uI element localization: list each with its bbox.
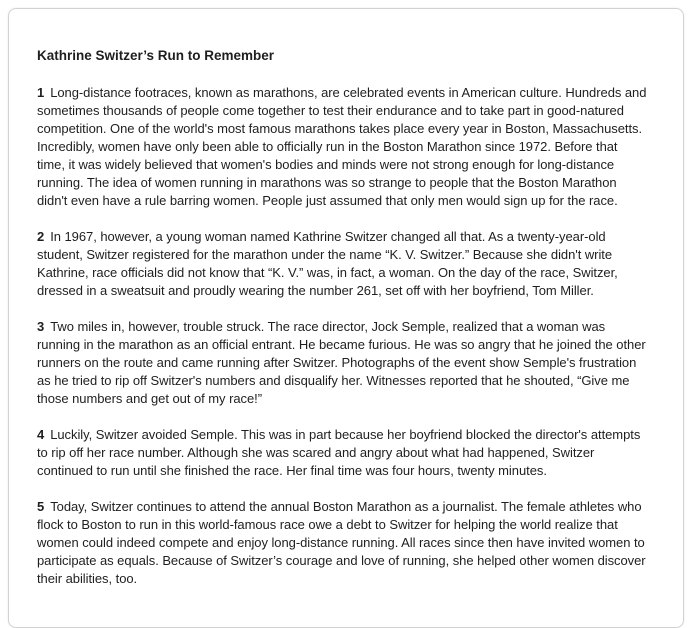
passage-title: Kathrine Switzer’s Run to Remember bbox=[37, 48, 275, 63]
paragraph-text: Two miles in, however, trouble struck. The race director, Jock Semple, realized that a woman was running in the marathon as an official entrant. He became furious. He was so angry that he joined the other runners on the route and came running after Switzer. Photographs of the event show Semple's frustration as he tried to rip off Switzer's numbers and disqualify her. Witnesses reported that he shouted, “Give me those numbers and get out of my race!” bbox=[37, 319, 646, 406]
paragraph-text: In 1967, however, a young woman named Kathrine Switzer changed all that. As a twenty-year-old student, Switzer registered for the marathon under the name “K. V. Switzer.” Because she didn't write Kathrine, race officials did not know that “K. V.” was, in fact, a woman. On the day of the race, Switzer, dressed in a sweatsuit and proudly wearing the number 261, set off with her boyfriend, Tom Miller. bbox=[37, 229, 618, 298]
paragraph-4 bbox=[37, 426, 647, 480]
paragraph-text: Today, Switzer continues to attend the annual Boston Marathon as a journalist. The female athletes who flock to Boston to run in this world-famous race owe a debt to Switzer for helping the world realize that women could indeed compete and enjoy long-distance running. All races since then have invited women to participate as equals. Because of Switzer’s courage and love of running, she helped other women discover their abilities, too. bbox=[37, 499, 646, 586]
paragraph-5 bbox=[37, 498, 647, 588]
paragraph-number: 2 bbox=[37, 229, 45, 244]
paragraph-2 bbox=[37, 228, 647, 300]
paragraph-text: Luckily, Switzer avoided Semple. This was in part because her boyfriend blocked the director's attempts to rip off her race number. Although she was scared and angry about what had happened, Switzer continued to run until she finished the race. Her final time was four hours, twenty minutes. bbox=[37, 427, 641, 478]
paragraph-1 bbox=[37, 84, 647, 210]
passage-content bbox=[37, 47, 647, 606]
paragraph-number: 4 bbox=[37, 427, 45, 442]
paragraph-number: 1 bbox=[37, 85, 45, 100]
paragraph-text: Long-distance footraces, known as marathons, are celebrated events in American culture. Hundreds and sometimes thousands of people come together to test their endurance and to take part in good-natured competition. One of the world's most famous marathons takes place every year in Boston, Massachusetts. Incredibly, women have only been able to officially run in the Boston Marathon since 1972. Before that time, it was widely believed that women's bodies and minds were not strong enough for long-distance running. The idea of women running in marathons was so strange to people that the Boston Marathon didn't even have a rule barring women. People just assumed that only men would sign up for the race. bbox=[37, 85, 647, 208]
passage-card bbox=[8, 8, 684, 628]
paragraph-3 bbox=[37, 318, 647, 408]
paragraph-number: 5 bbox=[37, 499, 45, 514]
paragraph-number: 3 bbox=[37, 319, 45, 334]
